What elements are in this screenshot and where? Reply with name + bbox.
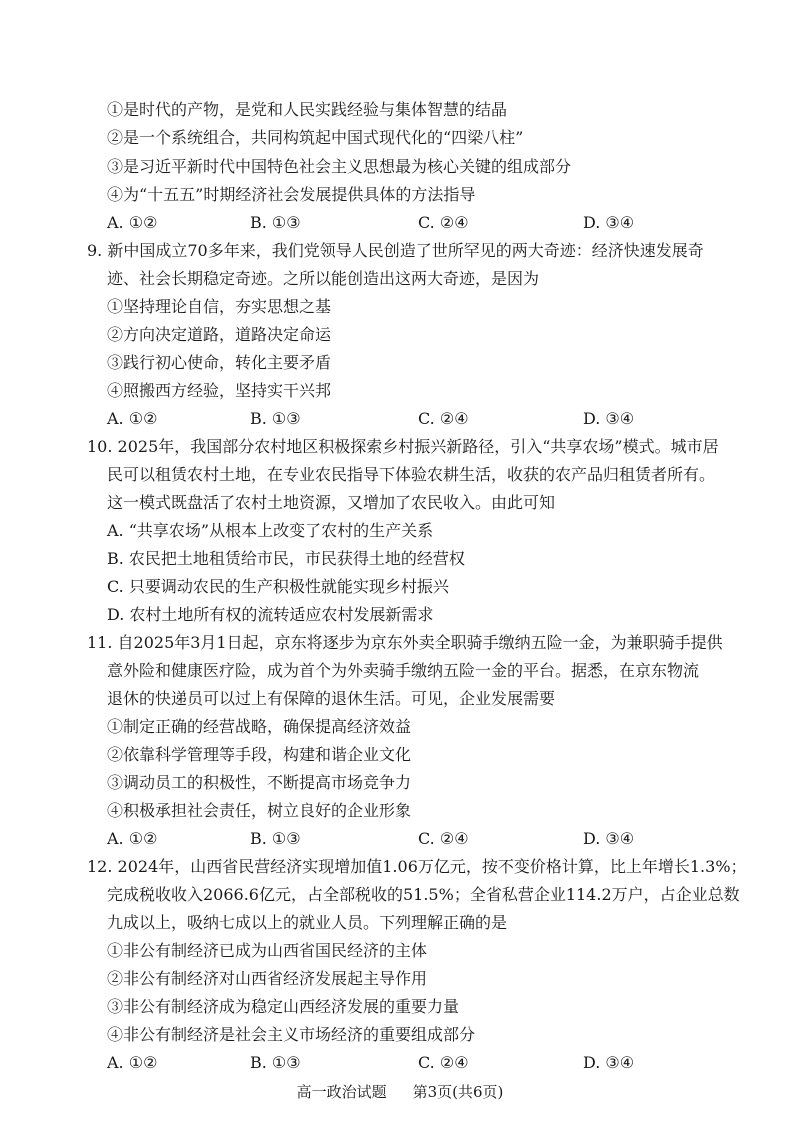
q10-stem-line-3: 这一模式既盘活了农村土地资源，又增加了农民收入。由此可知: [107, 493, 556, 512]
q9-stem-line-1: 9. 新中国成立70多年来，我们党领导人民创造了世所罕见的两大奇迹：经济快速发展奇: [87, 241, 704, 260]
q10-option-b: B. 农民把土地租赁给市民，市民获得土地的经营权: [107, 549, 465, 568]
q11-item-2: ②依靠科学管理等手段，构建和谐企业文化: [107, 745, 412, 764]
q11-stem-line-2: 意外险和健康医疗险，成为首个为外卖骑手缴纳五险一金的平台。据悉，在京东物流: [107, 661, 700, 680]
q9-item-1: ①坚持理论自信，夯实思想之基: [107, 297, 332, 316]
q11-item-1: ①制定正确的经营战略，确保提高经济效益: [107, 717, 412, 736]
q11-stem-line-1: 11. 自2025年3月1日起，京东将逐步为京东外卖全职骑手缴纳五险一金，为兼职骑手提供: [87, 633, 723, 652]
q11-item-3: ③调动员工的积极性，不断提高市场竞争力: [107, 773, 412, 792]
footer-subject: 高一政治试题: [296, 1083, 387, 1101]
q10-stem-line-2: 民可以租赁农村土地，在专业农民指导下体验农耕生活，收获的农产品归租赁者所有。: [107, 465, 716, 484]
q9-item-4: ④照搬西方经验，坚持实干兴邦: [107, 381, 332, 400]
q8-item-3: ③是习近平新时代中国特色社会主义思想最为核心关键的组成部分: [107, 157, 572, 176]
q9-option-b: B. ①③: [250, 409, 301, 428]
q11-option-c: C. ②④: [418, 829, 469, 848]
q12-stem-line-3: 九成以上，吸纳七成以上的就业人员。下列理解正确的是: [107, 913, 508, 932]
page-footer: [0, 1082, 800, 1102]
footer-page-number: 第3页(共6页): [412, 1083, 504, 1101]
q8-option-b: B. ①③: [250, 213, 301, 232]
q12-item-2: ②非公有制经济对山西省经济发展起主导作用: [107, 969, 428, 988]
q12-stem-line-1: 12. 2024年，山西省民营经济实现增加值1.06万亿元，按不变价格计算，比上年增长1.3%；: [87, 857, 747, 876]
q9-option-d: D. ③④: [583, 409, 635, 428]
q10-option-d: D. 农村土地所有权的流转适应农村发展新需求: [107, 605, 434, 624]
q11-option-a: A. ①②: [107, 829, 158, 848]
q9-item-3: ③践行初心使命，转化主要矛盾: [107, 353, 332, 372]
q9-item-2: ②方向决定道路，道路决定命运: [107, 325, 332, 344]
q12-option-a: A. ①②: [107, 1053, 158, 1072]
q12-item-3: ③非公有制经济成为稳定山西经济发展的重要力量: [107, 997, 460, 1016]
q8-item-2: ②是一个系统组合，共同构筑起中国式现代化的“四梁八柱”: [107, 128, 524, 147]
q10-option-c: C. 只要调动农民的生产积极性就能实现乡村振兴: [107, 577, 449, 596]
q9-option-c: C. ②④: [418, 409, 469, 428]
q12-option-d: D. ③④: [583, 1053, 635, 1072]
q11-stem-line-3: 退休的快递员可以过上有保障的退休生活。可见，企业发展需要: [107, 689, 556, 708]
q8-option-a: A. ①②: [107, 213, 158, 232]
q12-item-1: ①非公有制经济已成为山西省国民经济的主体: [107, 941, 428, 960]
q12-option-c: C. ②④: [418, 1053, 469, 1072]
q8-item-4: ④为“十五五”时期经济社会发展提供具体的方法指导: [107, 185, 476, 204]
q11-item-4: ④积极承担社会责任，树立良好的企业形象: [107, 801, 412, 820]
q10-option-a: A. “共享农场”从根本上改变了农村的生产关系: [107, 521, 434, 540]
q8-option-c: C. ②④: [418, 213, 469, 232]
q8-option-d: D. ③④: [583, 213, 635, 232]
q12-stem-line-2: 完成税收收入2066.6亿元，占全部税收的51.5%；全省私营企业114.2万户，占企业总数: [107, 885, 740, 904]
q8-item-1: ①是时代的产物，是党和人民实践经验与集体智慧的结晶: [107, 100, 508, 119]
q10-stem-line-1: 10. 2025年，我国部分农村地区积极探索乡村振兴新路径，引入“共享农场”模式。城市居: [87, 437, 719, 456]
q9-stem-line-2: 迹、社会长期稳定奇迹。之所以能创造出这两大奇迹，是因为: [107, 269, 540, 288]
q11-option-d: D. ③④: [583, 829, 635, 848]
q9-option-a: A. ①②: [107, 409, 158, 428]
q12-option-b: B. ①③: [250, 1053, 301, 1072]
q12-item-4: ④非公有制经济是社会主义市场经济的重要组成部分: [107, 1025, 476, 1044]
q11-option-b: B. ①③: [250, 829, 301, 848]
